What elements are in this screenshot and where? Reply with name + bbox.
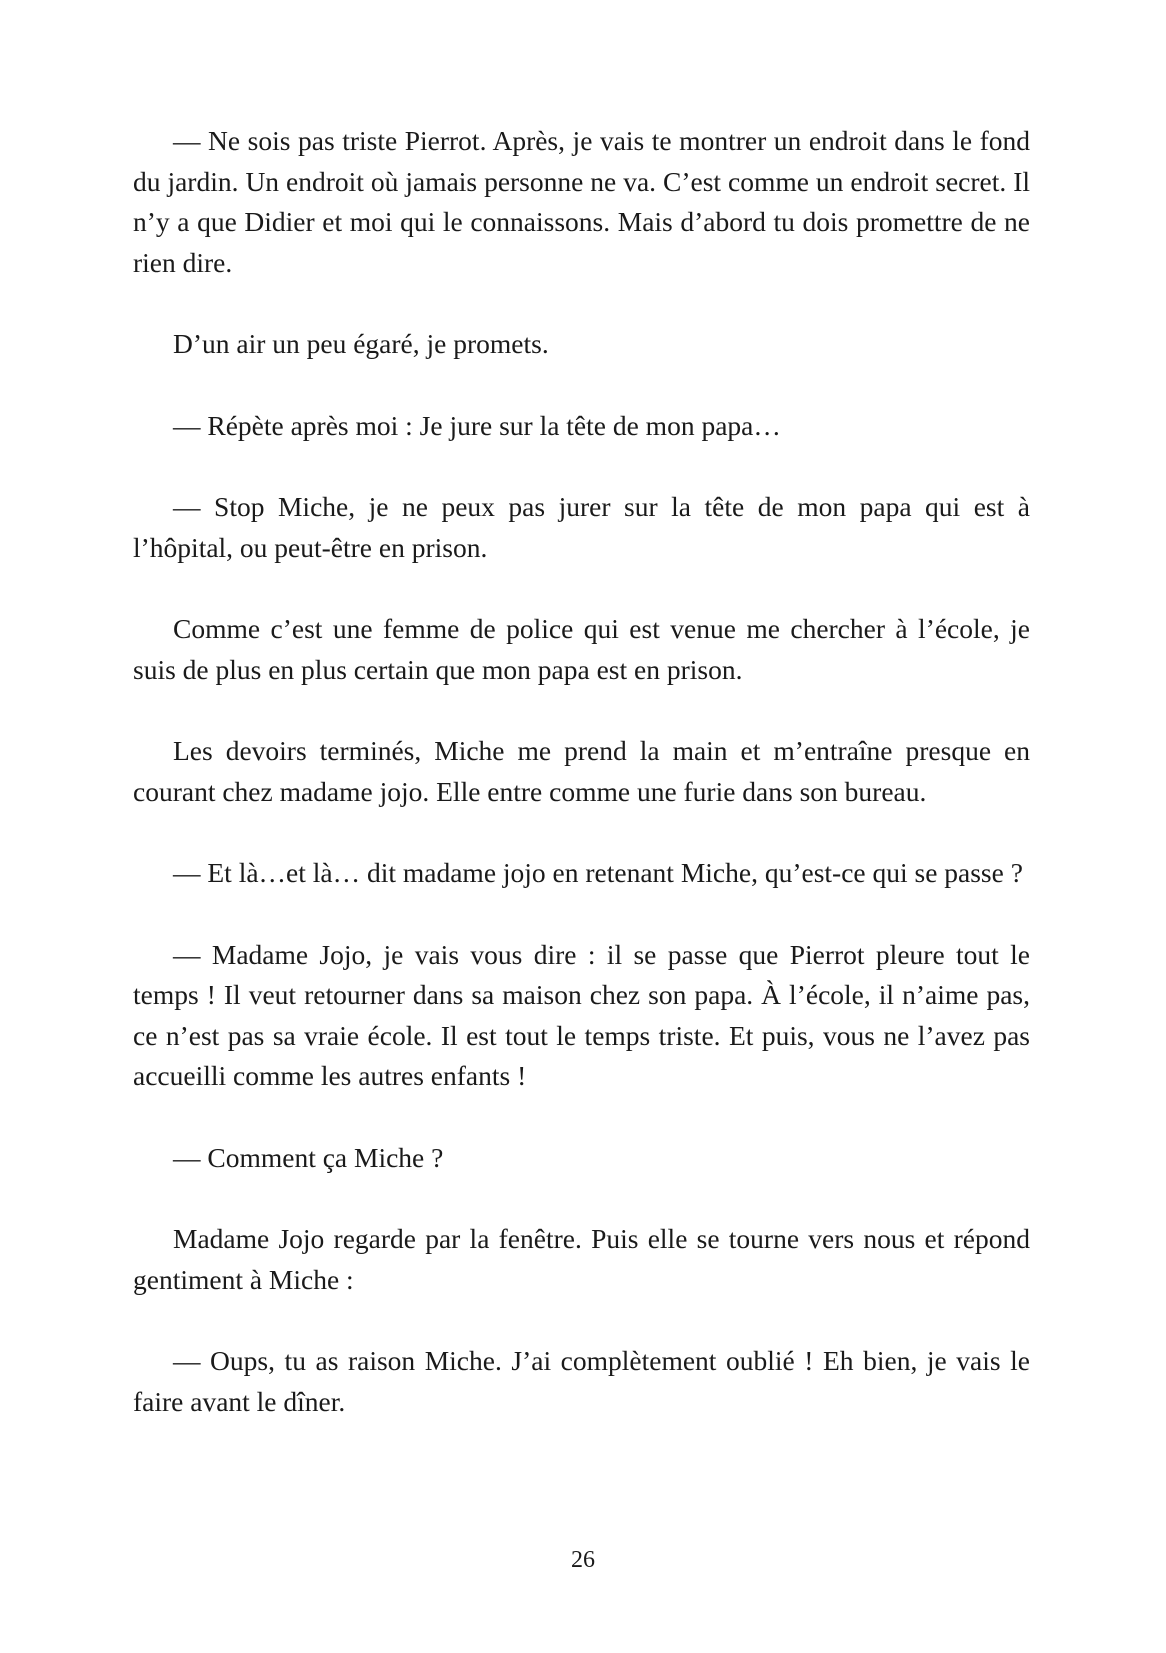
- paragraph-10: Madame Jojo regarde par la fenêtre. Puis elle se tourne vers nous et répond gentiment à Miche :: [133, 1223, 1030, 1295]
- paragraph-11: — Oups, tu as raison Miche. J’ai complètement oublié ! Eh bien, je vais le faire avant le dîner.: [133, 1345, 1030, 1417]
- paragraph-7: — Et là…et là… dit madame jojo en retenant Miche, qu’est-ce qui se passe ?: [173, 857, 1023, 888]
- paragraph-5: Comme c’est une femme de police qui est venue me chercher à l’école, je suis de plus en plus certain que mon papa est en prison.: [133, 613, 1030, 685]
- paragraph-9: — Comment ça Miche ?: [173, 1141, 444, 1173]
- paragraph-2: D’un air un peu égaré, je promets.: [173, 328, 549, 359]
- page-body: [133, 121, 1030, 1463]
- page-number: 26: [571, 1547, 595, 1573]
- paragraph-6: Les devoirs terminés, Miche me prend la main et m’entraîne presque en courant chez madame jojo. Elle entre comme une furie dans son bureau.: [133, 735, 1030, 807]
- paragraph-3: — Répète après moi : Je jure sur la tête de mon papa…: [173, 409, 781, 441]
- paragraph-1: — Ne sois pas triste Pierrot. Après, je vais te montrer un endroit dans le fond du jardin. Un endroit où jamais personne ne va. C’est comme un endroit secret. Il n’y a que Didier et moi qui le connaissons. Mais d’abord tu dois promettre de ne rien dire.: [133, 125, 1030, 278]
- paragraph-8: — Madame Jojo, je vais vous dire : il se passe que Pierrot pleure tout le temps ! Il veut retourner dans sa maison chez son papa. À l’école, il n’aime pas, ce n’est pas sa vraie école. Il est tout le temps triste. Et puis, vous ne l’avez pas accueilli comme les autres enfants !: [133, 938, 1030, 1091]
- paragraph-4: — Stop Miche, je ne peux pas jurer sur la tête de mon papa qui est à l’hôpital, ou peut-être en prison.: [133, 491, 1030, 563]
